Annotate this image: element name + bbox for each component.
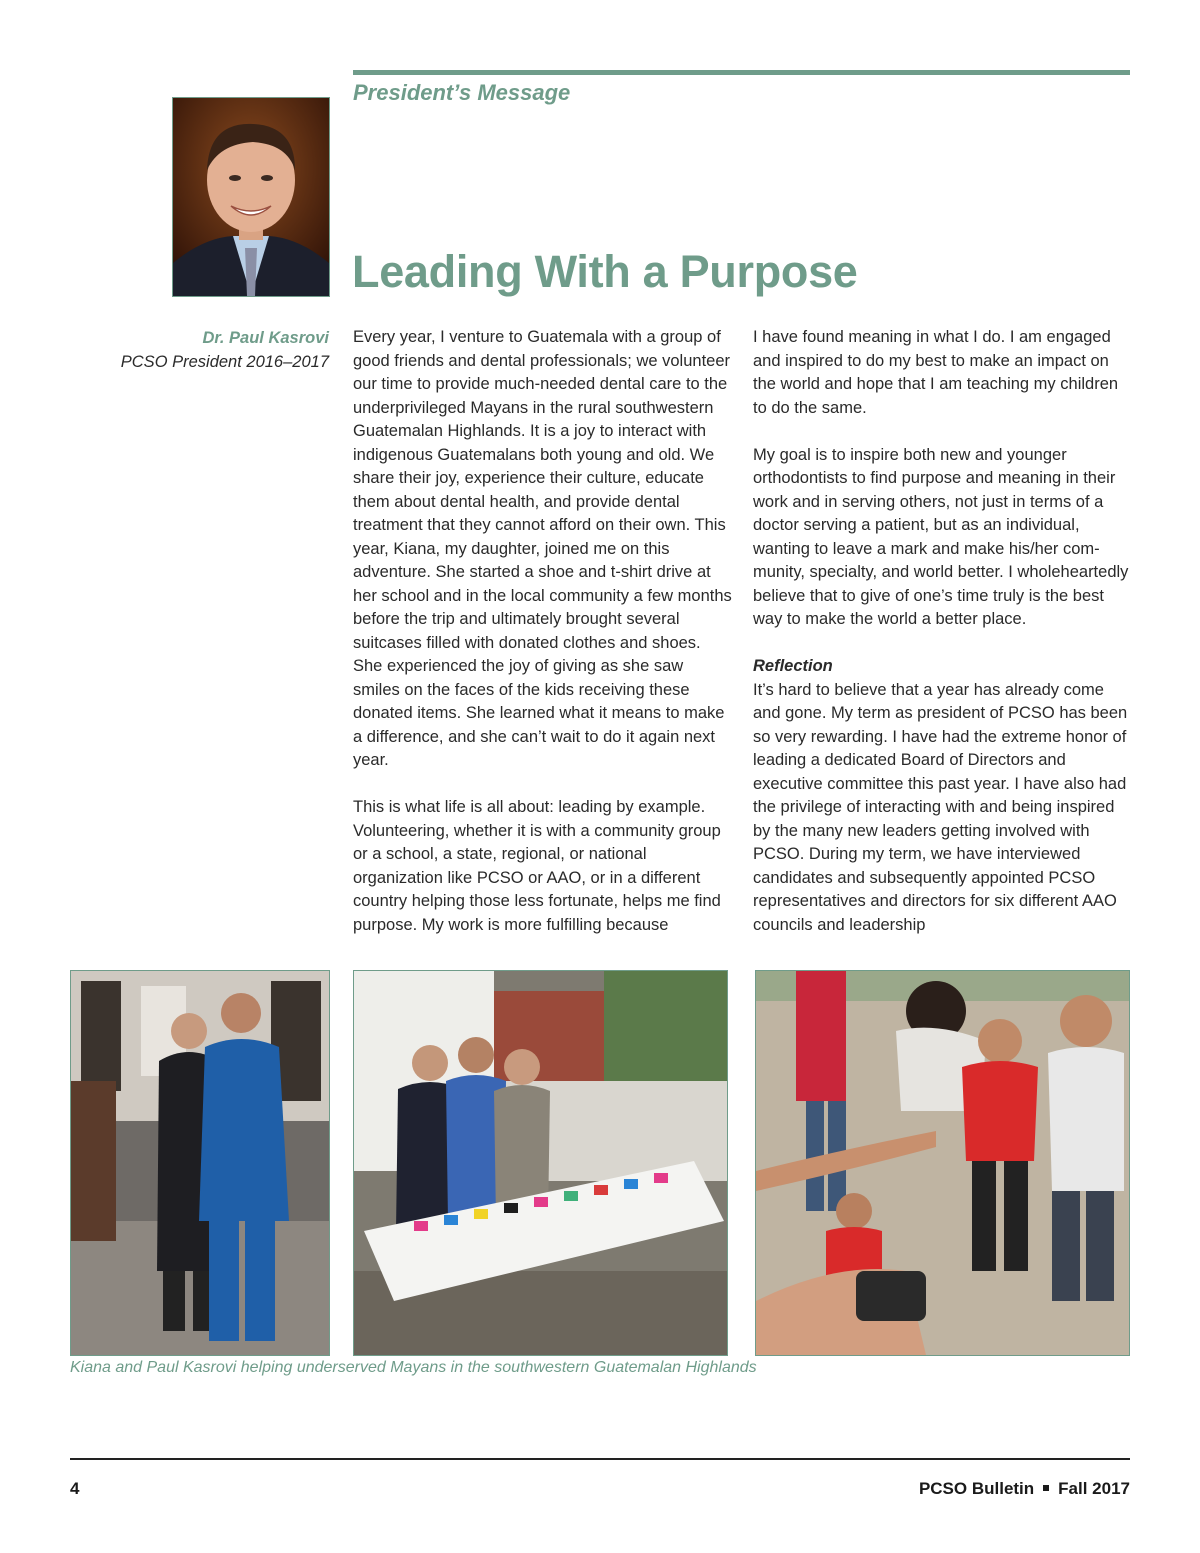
- paragraph: Every year, I venture to Guatemala with a group of good friends and dental professionals; we volunteer our time to provide much-needed dental care to the underprivileged Mayans in the rural southwestern Guatemalan Highlands. It is a joy to interact with indigenous Guatemalans both young and old. We share their joy, experience their culture, educate them about dental health, and provide dental treatment that they cannot afford on their own. This year, Kiana, my daughter, joined me on this adventure. She started a shoe and t-shirt drive at her school and in the local community a few months before the trip and ultimately brought several suitcases filled with donated clothes and shoes. She experienced the joy of giving as she saw smiles on the faces of the kids receiving these donated items. She learned what it means to make a difference, and she can’t wait to do it again next year.: [353, 328, 732, 769]
- paragraph: This is what life is all about: leading by example. Volunteering, whether it is with a community group or a school, a state, regional, or national organization like PCSO or AAO, or in a different country helping those less fortunate, helps me find purpose. My work is more fulfilling because: [353, 798, 721, 934]
- paragraph: I have found meaning in what I do. I am engaged and inspired to do my best to make an impact on the world and hope that I am teaching my children to do the same.: [753, 328, 1119, 417]
- author-name: Dr. Paul Kasrovi: [202, 329, 329, 347]
- president-portrait: [172, 97, 330, 297]
- page-number: 4: [70, 1479, 80, 1498]
- byline: [121, 326, 329, 374]
- section-label: President’s Message: [353, 80, 571, 105]
- author-role: PCSO President 2016–2017: [120, 353, 329, 371]
- paragraph: It’s hard to believe that a year has already come and gone. My term as president of PCSO has been so very rewarding. I have had the extreme honor of leading a dedicated Board of Directors and executive committee this past year. I have also had the privilege of interacting with and being inspired by the many new leaders getting involved with PCSO. During my term, we have interviewed candidates and subsequently appointed PCSO representatives and directors for six different AAO councils and leadership: [753, 680, 1128, 934]
- separator-square: [1043, 1485, 1049, 1491]
- photo-volunteers-posing: [70, 970, 330, 1356]
- article-headline: Leading With a Purpose: [352, 246, 858, 297]
- top-rule: [353, 70, 1130, 75]
- photo-caption: Kiana and Paul Kasrovi helping underserved Mayans in the southwestern Guatemalan Highlands: [70, 1359, 757, 1376]
- paragraph: My goal is to inspire both new and younger orthodontists to find purpose and meaning in their work and in serving others, not just in terms of a doctor serving a patient, but as an individual, wanting to leave a mark and make his/her community, specialty, and world better. I wholeheartedly believe that to give of one’s time truly is the best way to make the world a better place.: [753, 445, 1129, 628]
- subheading-reflection: Reflection: [753, 657, 833, 675]
- body-column-1: [353, 326, 733, 937]
- footer-rule: [70, 1458, 1130, 1460]
- publication-name: PCSO Bulletin: [918, 1479, 1035, 1498]
- issue-label: Fall 2017: [1058, 1479, 1130, 1498]
- body-column-2: [753, 326, 1133, 937]
- photo-children-shoes: [755, 970, 1130, 1356]
- footer-publication: [919, 1479, 1130, 1499]
- photo-shoe-table: [353, 970, 728, 1356]
